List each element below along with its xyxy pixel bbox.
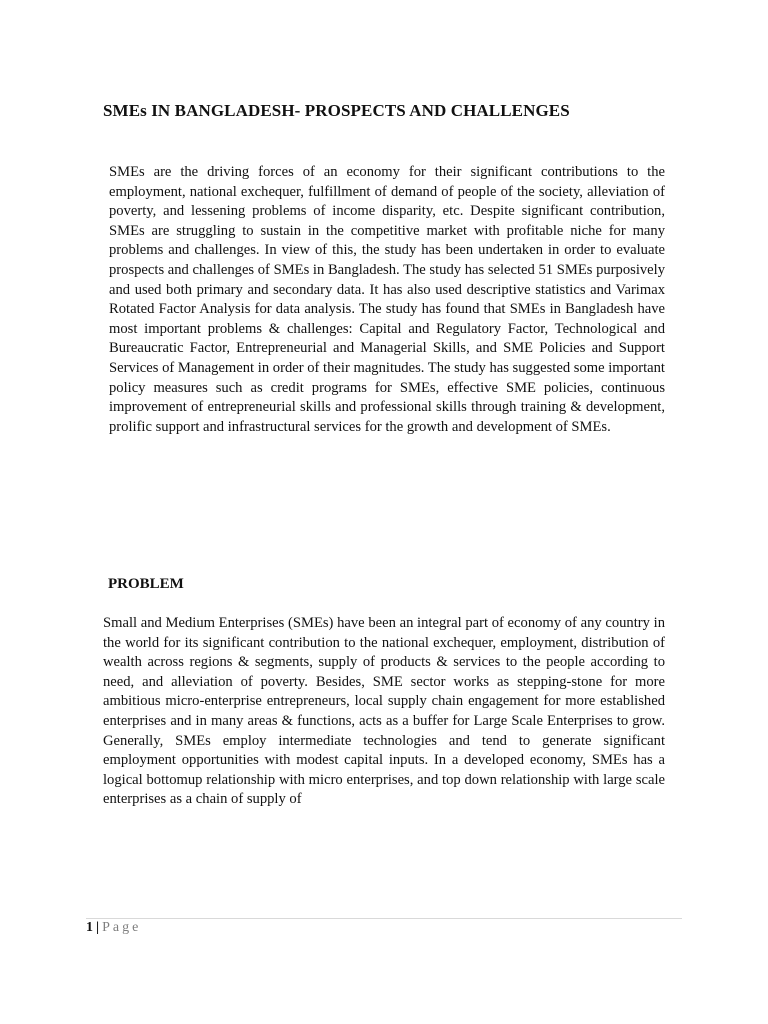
- document-title: SMEs IN BANGLADESH- PROSPECTS AND CHALLENGES: [103, 101, 570, 120]
- page-footer: [86, 920, 141, 936]
- page-number: 1: [86, 920, 93, 935]
- footer-separator: |: [96, 920, 100, 935]
- section-heading-problem: PROBLEM: [108, 576, 184, 592]
- page-label: Page: [102, 920, 142, 935]
- abstract-paragraph: SMEs are the driving forces of an economy for their significant contributions to the employment, national exchequer, fulfillment of demand of people of the society, alleviation of poverty, and lessening problems of income disparity, etc. Despite significant contribution, SMEs are struggling to sustain in the competitive market with profitable niche for many problems and challenges. In view of this, the study has been undertaken in order to evaluate prospects and challenges of SMEs in Bangladesh. The study has selected 51 SMEs purposively and used both primary and secondary data. It has also used descriptive statistics and Varimax Rotated Factor Analysis for data analysis. The study has found that SMEs in Bangladesh have most important problems & challenges: Capital and Regulatory Factor, Technological and Bureaucratic Factor, Entrepreneurial and Managerial Skills, and SME Policies and Support Services of Management in order of their magnitudes. The study has suggested some important policy measures such as credit programs for SMEs, effective SME policies, continuous improvement of entrepreneurial skills and professional skills through training & development, prolific support and infrastructural services for the growth and development of SMEs.: [109, 164, 665, 435]
- footer-divider: [86, 918, 682, 919]
- problem-paragraph: Small and Medium Enterprises (SMEs) have been an integral part of economy of any country in the world for its significant contribution to the national exchequer, employment, distribution of wealth across regions & segments, supply of products & services to the people according to need, and alleviation of poverty. Besides, SME sector works as stepping-stone for more ambitious micro-enterprise entrepreneurs, local supply chain engagement for more established enterprises and in many areas & functions, acts as a buffer for Large Scale Enterprises to grow. Generally, SMEs employ intermediate technologies and tend to generate significant employment opportunities with modest capital inputs. In a developed economy, SMEs has a logical bottomup relationship with micro enterprises, and top down relationship with large scale enterprises as a chain of supply of: [103, 615, 665, 808]
